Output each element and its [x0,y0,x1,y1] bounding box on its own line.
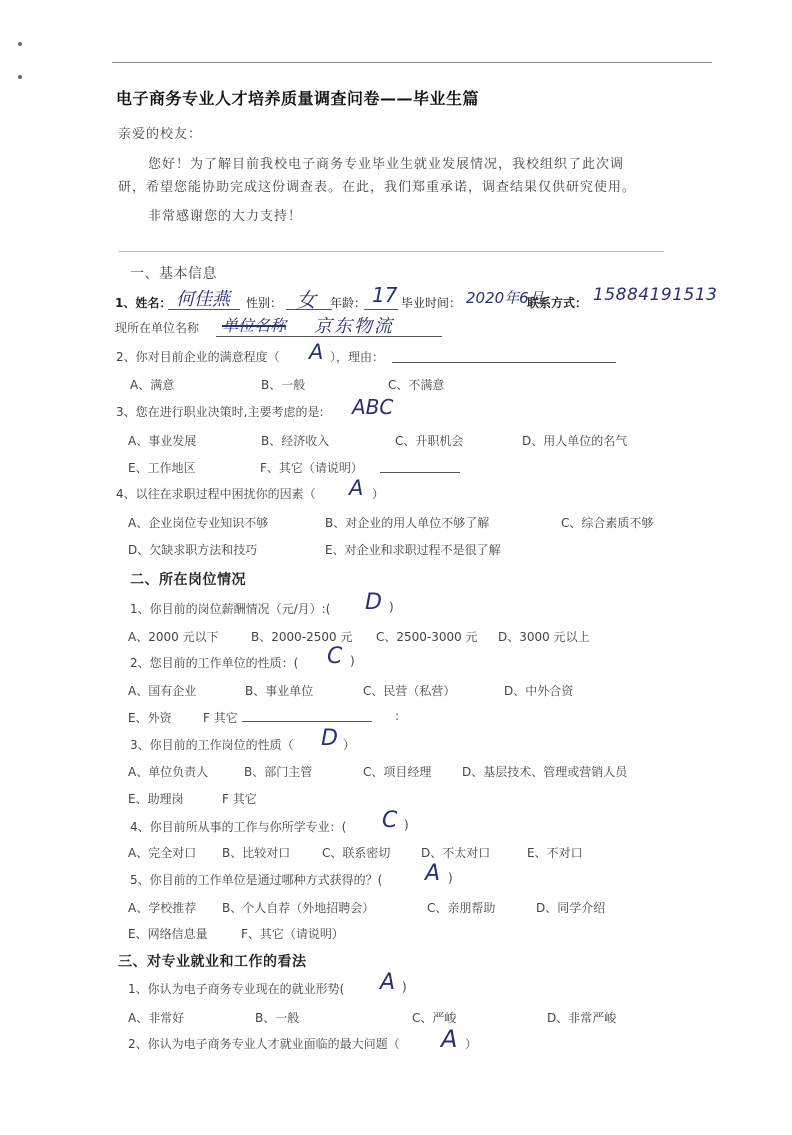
s2-q3-option-d: D、基层技术、管理或营销人员 [462,765,628,779]
s1-q3-text: 3、您在进行职业决策时,主要考虑的是: [116,405,324,419]
s1-q2-reason-line [392,362,616,363]
s2-q1-option-d: D、3000 元以上 [498,630,590,644]
s1-q3-option-b: B、经济收入 [261,434,330,448]
unit-underline [216,336,442,337]
s1-q4-text: 4、以往在求职过程中困扰你的因素（ [116,487,316,501]
s1-q4-option-a: A、企业岗位专业知识不够 [128,516,269,530]
s2-q3-option-a: A、单位负责人 [128,765,209,779]
s2-q3-option-e: E、助理岗 [128,792,184,806]
grad-time-value: 2020年6月 [466,289,544,307]
s3-q1-option-c: C、严峻 [412,1011,457,1025]
unit-value: 京东物流 [314,316,394,337]
s2-q1-option-c: C、2500-3000 元 [376,630,478,644]
s3-q2-tail: ） [465,1037,478,1051]
s1-q2-text: 2、你对目前企业的满意程度（ [116,350,280,364]
s1-q3-answer: ABC [352,395,394,419]
s1-q4-option-b: B、对企业的用人单位不够了解 [325,516,490,530]
age-value: 17 [372,283,398,307]
s2-q2-colon: : [395,709,400,723]
age-underline [364,309,398,310]
contact-value: 15884191513 [593,285,718,305]
s2-q5-option-e: E、网络信息量 [128,927,208,941]
s1-q3-other-line [380,472,460,473]
page-title: 电子商务专业人才培养质量调查问卷——毕业生篇 [116,89,480,108]
s3-q1-text: 1、你认为电子商务专业现在的就业形势( [128,982,345,996]
s1-q3-option-d: D、用人单位的名气 [522,434,628,448]
s1-q2-option-b: B、一般 [261,378,306,392]
gender-underline [286,309,332,310]
s2-q4-option-e: E、不对口 [527,846,583,860]
s3-q1-option-b: B、一般 [255,1011,300,1025]
s2-q2-option-e: E、外资 [128,711,172,725]
grad-time-label: 毕业时间： [401,296,462,310]
s2-q1-option-a: A、2000 元以下 [128,630,219,644]
name-value: 何佳燕 [176,289,230,310]
s1-q2-tail: ），理由： [330,350,385,364]
scan-speck [18,75,22,79]
s1-q2-answer: A [309,340,324,364]
s2-q1-option-b: B、2000-2500 元 [251,630,353,644]
section-divider [118,251,664,252]
s2-q3-tail: ） [343,738,356,752]
s1-q4-answer: A [349,476,364,500]
s2-q2-tail: ) [350,654,355,668]
s3-q1-tail: ) [402,980,407,994]
s2-q4-option-c: C、联系密切 [322,846,391,860]
s1-q3-option-f: F、其它（请说明） [260,461,363,475]
intro-line-2: 研，希望您能协助完成这份调查表。在此，我们郑重承诺，调查结果仅供研究使用。 [118,180,637,195]
s1-q3-option-e: E、工作地区 [128,461,196,475]
s2-q2-text: 2、您目前的工作单位的性质：( [130,656,299,670]
s2-q2-option-d: D、中外合资 [504,684,574,698]
s2-q5-text: 5、你目前的工作单位是通过哪种方式获得的？( [130,873,383,887]
s1-q2-option-a: A、满意 [130,378,175,392]
intro-line-1: 您好！为了解目前我校电子商务专业毕业生就业发展情况，我校组织了此次调 [148,157,625,172]
s2-q4-text: 4、你目前所从事的工作与你所学专业：( [130,820,347,834]
name-underline [168,309,240,310]
top-rule [112,62,712,63]
section-heading-employment-views: 三、对专业就业和工作的看法 [118,954,307,970]
age-label: 年龄： [330,296,367,310]
s2-q2-option-c: C、民营（私营） [363,684,456,698]
gender-label: 性别： [246,296,283,310]
s3-q2-text: 2、你认为电子商务专业人才就业面临的最大问题（ [128,1037,400,1051]
s2-q4-tail: ) [404,818,409,832]
s2-q5-answer: A [425,861,441,886]
s2-q5-option-f: F、其它（请说明） [241,927,344,941]
s2-q4-option-b: B、比较对口 [222,846,291,860]
s2-q5-option-d: D、同学介绍 [536,901,606,915]
s2-q3-option-f: F 其它 [222,792,257,806]
s3-q1-option-d: D、非常严峻 [547,1011,617,1025]
s2-q1-text: 1、你目前的岗位薪酬情况（元/月）:( [130,602,331,616]
s2-q5-option-a: A、学校推荐 [128,901,197,915]
name-label: 1、姓名： [115,296,172,310]
s3-q1-option-a: A、非常好 [128,1011,185,1025]
s2-q2-answer: C [327,644,343,669]
s3-q2-answer: A [441,1025,458,1053]
s2-q3-option-c: C、项目经理 [363,765,432,779]
section-heading-basic-info: 一、基本信息 [130,266,217,282]
s2-q1-answer: D [365,590,382,615]
s2-q2-option-a: A、国有企业 [128,684,197,698]
s2-q3-answer: D [321,726,338,751]
s1-q4-option-d: D、欠缺求职方法和技巧 [128,543,258,557]
s2-q2-option-f: F 其它 [203,711,238,725]
s2-q4-option-d: D、不太对口 [421,846,491,860]
scan-speck [18,42,22,46]
s1-q4-option-c: C、综合素质不够 [561,516,654,530]
unit-struck-text: 单位名称 [222,316,287,335]
s1-q3-option-a: A、事业发展 [128,434,197,448]
s2-q2-other-line [242,721,372,722]
s2-q2-option-b: B、事业单位 [245,684,314,698]
greeting: 亲爱的校友： [118,127,203,142]
s3-q1-answer: A [380,970,396,995]
s1-q4-option-e: E、对企业和求职过程不是很了解 [325,543,501,557]
section-heading-position: 二、所在岗位情况 [130,572,246,588]
s2-q5-option-b: B、个人自荐（外地招聘会） [222,901,375,915]
s2-q4-answer: C [382,808,398,833]
s2-q3-text: 3、你目前的工作岗位的性质（ [130,738,294,752]
s2-q1-tail: ) [389,600,394,614]
s2-q5-option-c: C、亲朋帮助 [427,901,496,915]
intro-thanks: 非常感谢您的大力支持！ [148,209,303,224]
contact-label: 联系方式： [527,296,588,310]
s2-q4-option-a: A、完全对口 [128,846,197,860]
s1-q2-option-c: C、不满意 [388,378,445,392]
s2-q5-tail: ) [448,871,453,885]
s2-q3-option-b: B、部门主管 [244,765,313,779]
unit-label: 现所在单位名称 [115,321,200,335]
s1-q4-tail: ） [372,487,385,501]
gender-value: 女 [296,288,316,312]
s1-q3-option-c: C、升职机会 [395,434,464,448]
